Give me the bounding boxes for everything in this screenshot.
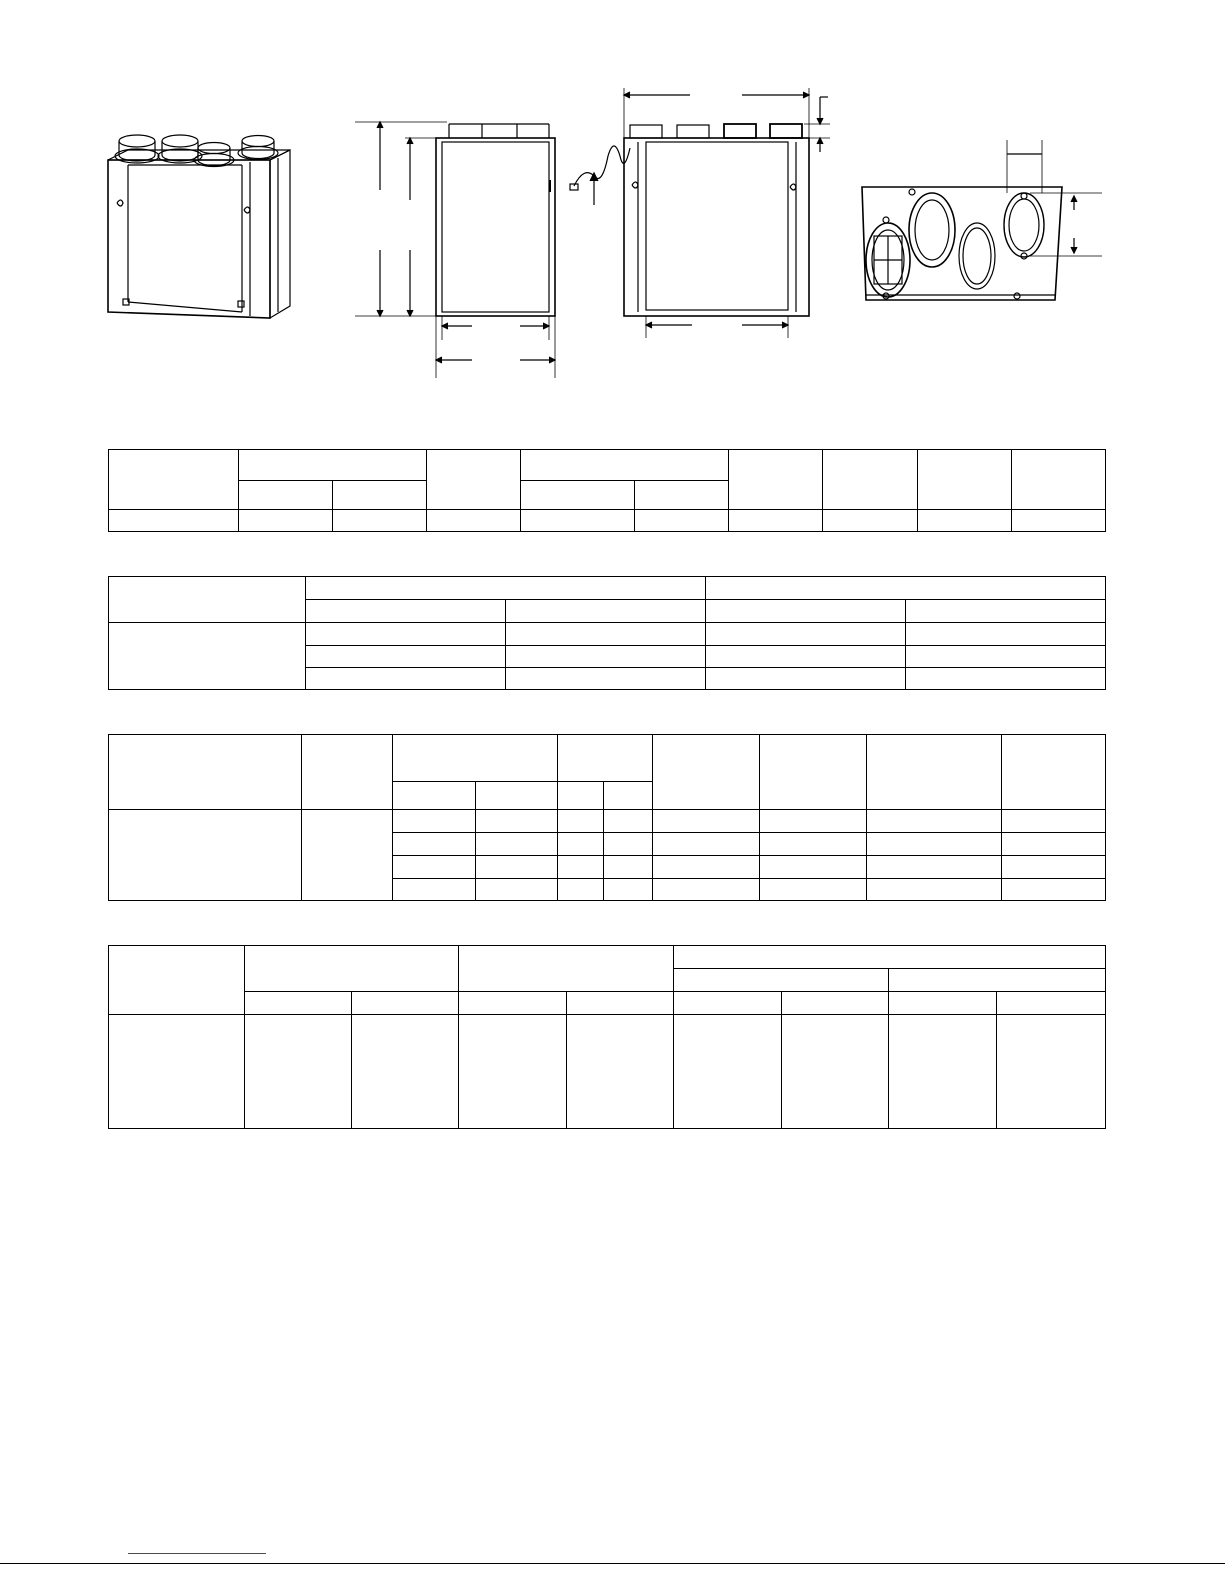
table-cell	[109, 577, 306, 623]
table-3	[108, 734, 1106, 901]
table-cell	[109, 450, 239, 510]
figure-row	[0, 0, 1225, 400]
table-cell	[867, 735, 1002, 810]
footer-link[interactable]	[128, 1553, 266, 1554]
table-row	[109, 1015, 1106, 1129]
table-cell	[1002, 735, 1106, 810]
table-cell	[239, 481, 333, 510]
table-4	[108, 945, 1106, 1129]
table-cell	[674, 946, 1106, 969]
table-cell	[1012, 450, 1106, 510]
table-row	[109, 510, 1106, 532]
table-cell	[918, 450, 1012, 510]
table-2	[108, 576, 1106, 690]
table-cell	[558, 735, 653, 782]
isometric-unit-drawing	[108, 135, 290, 318]
table-cell	[653, 735, 760, 810]
top-view-drawing	[862, 140, 1102, 300]
side-elevation-drawing	[624, 88, 830, 338]
table-row	[109, 810, 1106, 833]
table-cell	[635, 481, 729, 510]
table-cell	[302, 735, 393, 810]
table-1	[108, 449, 1106, 532]
table-cell	[706, 577, 1106, 600]
footer-rule	[0, 1563, 1225, 1564]
table-cell	[109, 946, 245, 1015]
table-cell	[459, 946, 674, 992]
table-cell	[427, 450, 521, 510]
table-cell	[521, 481, 635, 510]
table-cell	[760, 735, 867, 810]
table-cell	[333, 481, 427, 510]
table-cell	[729, 450, 823, 510]
table-cell	[109, 735, 302, 810]
table-cell	[393, 735, 558, 782]
table-cell	[239, 450, 427, 481]
table-cell	[521, 450, 729, 481]
power-cord-icon	[570, 146, 630, 205]
table-cell	[245, 946, 459, 992]
table-row	[109, 623, 1106, 646]
front-elevation-drawing	[355, 122, 555, 378]
table-cell	[823, 450, 918, 510]
table-cell	[306, 577, 706, 600]
